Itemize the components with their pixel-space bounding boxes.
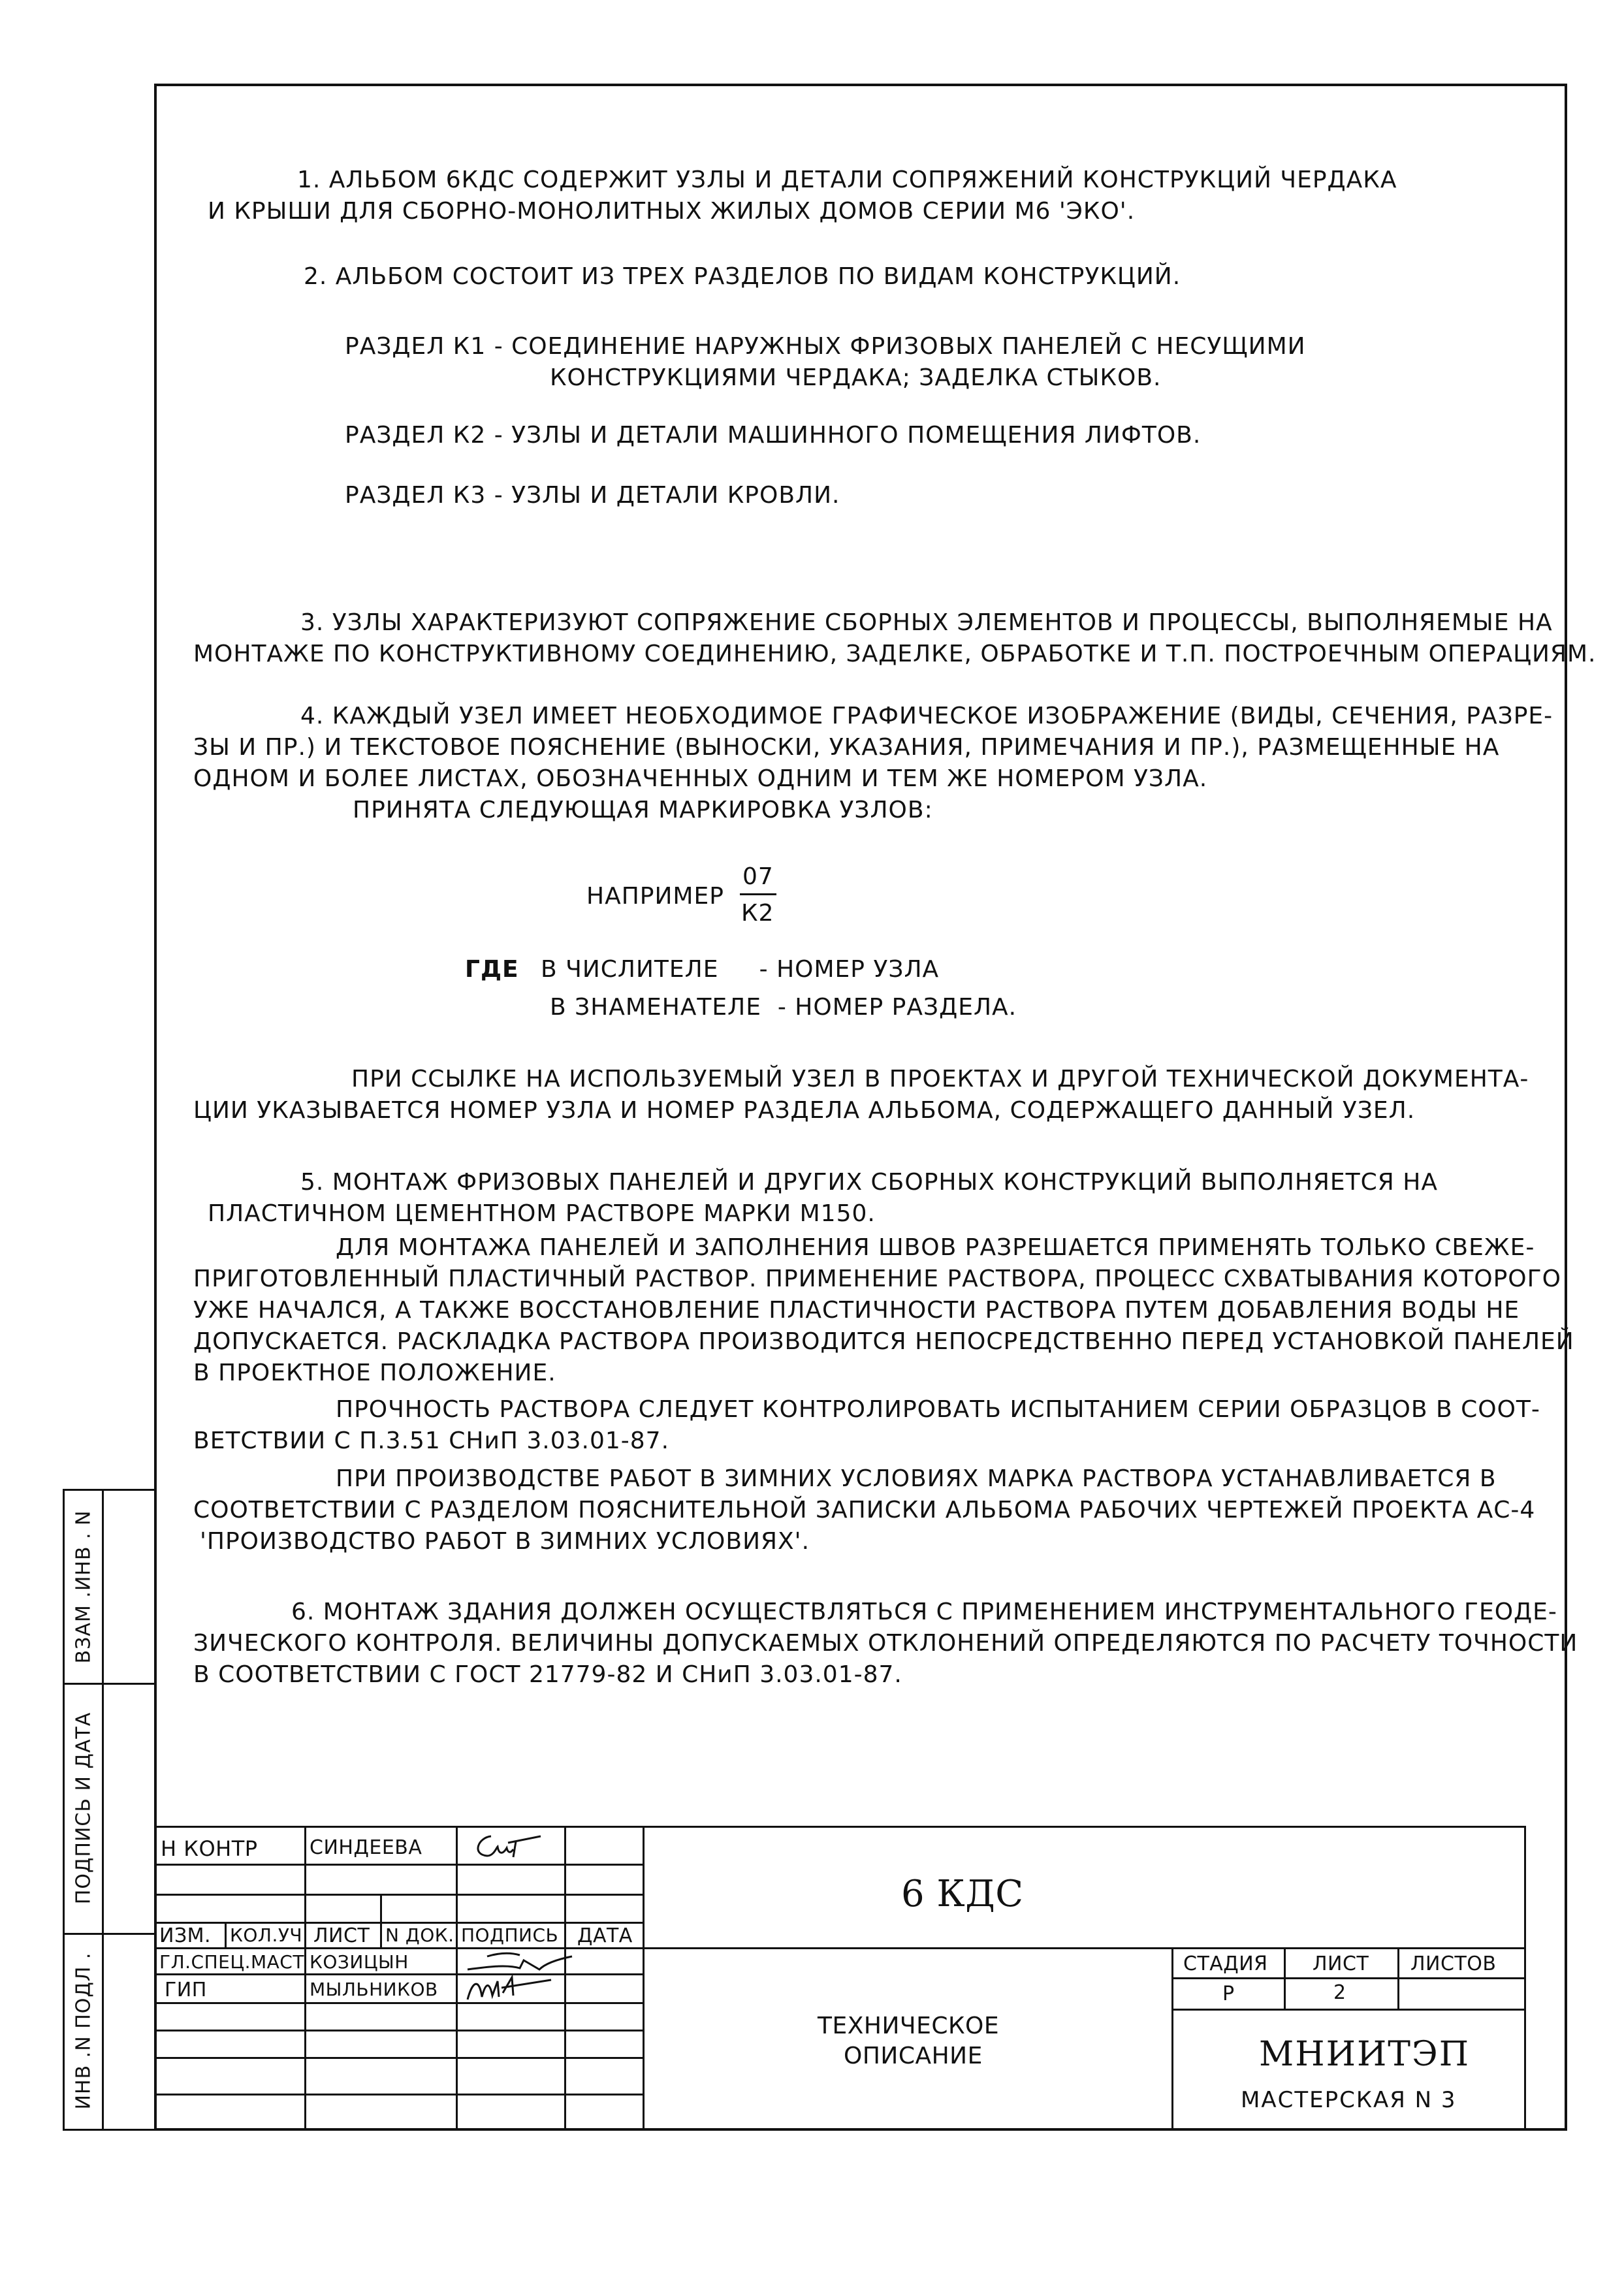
podpis-header: ПОДПИСЬ [461,1924,559,1946]
p5-line1: 5. МОНТАЖ ФРИЗОВЫХ ПАНЕЛЕЙ И ДРУГИХ СБОРНЫХ КОНСТРУКЦИЙ ВЫПОЛНЯЕТСЯ НА [300,1169,1438,1196]
p1-line1: 1. АЛЬБОМ 6КДС СОДЕРЖИТ УЗЛЫ И ДЕТАЛИ СОПРЯЖЕНИЙ КОНСТРУКЦИЙ ЧЕРДАКА [297,167,1397,193]
ref-line1: ПРИ ССЫЛКЕ НА ИСПОЛЬЗУЕМЫЙ УЗЕЛ В ПРОЕКТАХ И ДРУГОЙ ТЕХНИЧЕСКОЙ ДОКУМЕНТА- [351,1066,1529,1092]
p4-line3: ОДНОМ И БОЛЕЕ ЛИСТАХ, ОБОЗНАЧЕННЫХ ОДНИМ И ТЕМ ЖЕ НОМЕРОМ УЗЛА. [193,765,1208,792]
listov-header: ЛИСТОВ [1410,1952,1497,1975]
p4-line2: ЗЫ И ПР.) И ТЕКСТОВОЕ ПОЯСНЕНИЕ (ВЫНОСКИ, УКАЗАНИЯ, ПРИМЕЧАНИЯ И ПР.), РАЗМЕЩЕННЫЕ НА [193,734,1500,761]
list-header: ЛИСТ [313,1924,370,1947]
example-numerator: 07 [742,863,774,890]
sindeeva-name: СИНДЕЕВА [310,1836,422,1859]
p5-line12: 'ПРОИЗВОДСТВО РАБОТ В ЗИМНИХ УСЛОВИЯХ'. [200,1528,810,1555]
p5-line7: В ПРОЕКТНОЕ ПОЛОЖЕНИЕ. [193,1360,556,1386]
p5-line8: ПРОЧНОСТЬ РАСТВОРА СЛЕДУЕТ КОНТРОЛИРОВАТЬ ИСПЫТАНИЕМ СЕРИИ ОБРАЗЦОВ В СООТ- [336,1396,1540,1423]
where-label: ГДЕ [465,956,519,983]
stadia-header: СТАДИЯ [1183,1952,1268,1975]
ref-line2: ЦИИ УКАЗЫВАЕТСЯ НОМЕР УЗЛА И НОМЕР РАЗДЕЛА АЛЬБОМА, СОДЕРЖАЩЕГО ДАННЫЙ УЗЕЛ. [193,1097,1416,1124]
p6-line3: В СООТВЕТСТВИИ С ГОСТ 21779-82 И СНиП 3.03.01-87. [193,1661,902,1688]
side-vzam-label: ВЗАМ .ИНВ . N [72,1510,95,1664]
p6-line1: 6. МОНТАЖ ЗДАНИЯ ДОЛЖЕН ОСУЩЕСТВЛЯТЬСЯ С ПРИМЕНЕНИЕМ ИНСТРУМЕНТАЛЬНОГО ГЕОДЕ- [291,1599,1557,1625]
signature-mylnikov [460,1973,564,2003]
signature-kozitsyn [461,1950,579,1976]
where-line2: В ЗНАМЕНАТЕЛЕ - НОМЕР РАЗДЕЛА. [550,994,1017,1021]
side-inv-podl-label: ИНВ .N ПОДЛ . [72,1952,95,2110]
gl-spec-label: ГЛ.СПЕЦ.МАСТ [159,1951,304,1973]
stadia-value: Р [1222,1983,1235,2005]
side-podp-data [63,1683,157,1935]
side-vzam-inv [63,1489,157,1685]
page-frame-right [1565,84,1567,2131]
p5-line10: ПРИ ПРОИЗВОДСТВЕ РАБОТ В ЗИМНИХ УСЛОВИЯХ МАРКА РАСТВОРА УСТАНАВЛИВАЕТСЯ В [336,1465,1497,1492]
example-denominator: К2 [741,900,774,927]
p5-line9: ВЕТСТВИИ С П.3.51 СНиП 3.03.01-87. [193,1427,670,1454]
p5-line5: УЖЕ НАЧАЛСЯ, А ТАКЖЕ ВОССТАНОВЛЕНИЕ ПЛАСТИЧНОСТИ РАСТВОРА ПУТЕМ ДОБАВЛЕНИЯ ВОДЫ НЕ [193,1297,1520,1324]
list-value: 2 [1333,1981,1346,2004]
side-inv-podl [63,1933,157,2131]
workshop-name: МАСТЕРСКАЯ N 3 [1241,2087,1457,2113]
org-name: МНИИТЭП [1259,2035,1471,2074]
kol-uch-header: КОЛ.УЧ. [230,1924,309,1946]
section-k3: РАЗДЕЛ К3 - УЗЛЫ И ДЕТАЛИ КРОВЛИ. [345,482,840,509]
p6-line2: ЗИЧЕСКОГО КОНТРОЛЯ. ВЕЛИЧИНЫ ДОПУСКАЕМЫХ ОТКЛОНЕНИЙ ОПРЕДЕЛЯЮТСЯ ПО РАСЧЕТУ ТОЧНОСТИ [193,1630,1578,1657]
doc-title-line1: ТЕХНИЧЕСКОЕ [818,2013,1000,2039]
list-no-header: ЛИСТ [1313,1952,1369,1975]
section-k2: РАЗДЕЛ К2 - УЗЛЫ И ДЕТАЛИ МАШИННОГО ПОМЕЩЕНИЯ ЛИФТОВ. [345,422,1202,449]
p4-line4: ПРИНЯТА СЛЕДУЮЩАЯ МАРКИРОВКА УЗЛОВ: [353,797,933,823]
n-kontr-label: Н КОНТР [161,1836,258,1861]
kozitsyn-name: КОЗИЦЫН [310,1951,409,1973]
p2: 2. АЛЬБОМ СОСТОИТ ИЗ ТРЕХ РАЗДЕЛОВ ПО ВИДАМ КОНСТРУКЦИЙ. [304,263,1181,290]
p5-line6: ДОПУСКАЕТСЯ. РАСКЛАДКА РАСТВОРА ПРОИЗВОДИТСЯ НЕПОСРЕДСТВЕННО ПЕРЕД УСТАНОВКОЙ ПАНЕЛЕЙ [193,1328,1574,1355]
signature-sindeeva [465,1828,563,1865]
doc-title-line2: ОПИСАНИЕ [844,2043,983,2069]
section-k1-line1: РАЗДЕЛ К1 - СОЕДИНЕНИЕ НАРУЖНЫХ ФРИЗОВЫХ ПАНЕЛЕЙ С НЕСУЩИМИ [345,333,1306,360]
data-header: ДАТА [577,1924,633,1947]
izm-header: ИЗМ. [159,1924,212,1947]
n-dok-header: N ДОК. [385,1924,454,1946]
document-code: 6 КДС [901,1873,1024,1915]
p3-line2: МОНТАЖЕ ПО КОНСТРУКТИВНОМУ СОЕДИНЕНИЮ, ЗАДЕЛКЕ, ОБРАБОТКЕ И Т.П. ПОСТРОЕЧНЫМ ОПЕРАЦИЯМ. [193,641,1597,667]
mylnikov-name: МЫЛЬНИКОВ [310,1979,438,2000]
p5-line4: ПРИГОТОВЛЕННЫЙ ПЛАСТИЧНЫЙ РАСТВОР. ПРИМЕНЕНИЕ РАСТВОРА, ПРОЦЕСС СХВАТЫВАНИЯ КОТОРОГО [193,1266,1561,1292]
p5-line2: ПЛАСТИЧНОМ ЦЕМЕНТНОМ РАСТВОРЕ МАРКИ М150. [208,1200,876,1227]
p1-line2: И КРЫШИ ДЛЯ СБОРНО-МОНОЛИТНЫХ ЖИЛЫХ ДОМОВ СЕРИИ М6 'ЭКО'. [208,198,1136,225]
p4-line1: 4. КАЖДЫЙ УЗЕЛ ИМЕЕТ НЕОБХОДИМОЕ ГРАФИЧЕСКОЕ ИЗОБРАЖЕНИЕ (ВИДЫ, СЕЧЕНИЯ, РАЗРЕ- [300,703,1553,729]
section-k1-line2: КОНСТРУКЦИЯМИ ЧЕРДАКА; ЗАДЕЛКА СТЫКОВ. [550,364,1162,391]
gip-label: ГИП [165,1979,207,2001]
p5-line11: СООТВЕТСТВИИ С РАЗДЕЛОМ ПОЯСНИТЕЛЬНОЙ ЗАПИСКИ АЛЬБОМА РАБОЧИХ ЧЕРТЕЖЕЙ ПРОЕКТА АС-4 [193,1497,1536,1523]
p5-line3: ДЛЯ МОНТАЖА ПАНЕЛЕЙ И ЗАПОЛНЕНИЯ ШВОВ РАЗРЕШАЕТСЯ ПРИМЕНЯТЬ ТОЛЬКО СВЕЖЕ- [336,1234,1535,1261]
side-podp-data-label: ПОДПИСЬ И ДАТА [72,1712,95,1904]
example-label: НАПРИМЕР [586,883,724,910]
where-line1: В ЧИСЛИТЕЛЕ - НОМЕР УЗЛА [541,956,940,983]
fraction-bar [740,893,776,895]
p3-line1: 3. УЗЛЫ ХАРАКТЕРИЗУЮТ СОПРЯЖЕНИЕ СБОРНЫХ ЭЛЕМЕНТОВ И ПРОЦЕССЫ, ВЫПОЛНЯЕМЫЕ НА [300,609,1553,636]
